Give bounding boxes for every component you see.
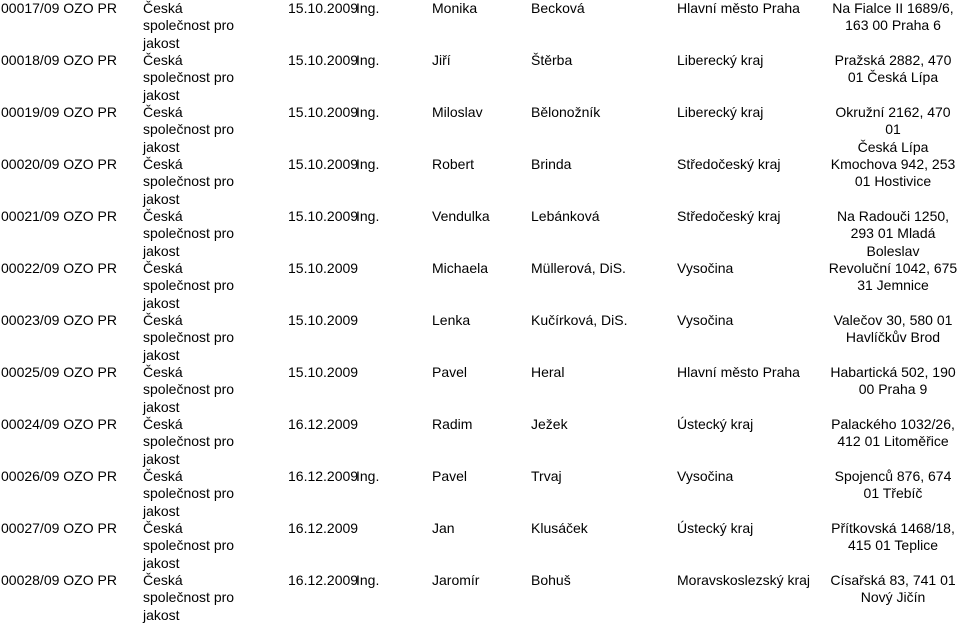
certificate-number-cell: 00020/09 OZO PR — [1, 156, 117, 172]
address-cell — [826, 312, 960, 347]
organization-cell — [143, 520, 234, 572]
certificate-number-cell: 00017/09 OZO PR — [1, 0, 117, 16]
region-cell: Hlavní město Praha — [677, 364, 800, 380]
region-cell: Moravskoslezský kraj — [677, 572, 811, 588]
organization-cell — [143, 572, 234, 624]
certificate-number-cell: 00026/09 OZO PR — [1, 468, 117, 484]
region-cell: Ústecký kraj — [677, 416, 754, 432]
address-line: Císařská 83, 741 01 — [830, 572, 956, 588]
organization-line: Česká — [143, 156, 183, 172]
issue-date-cell: 16.12.2009 — [288, 468, 359, 484]
address-cell — [826, 156, 960, 191]
organization-line: společnost pro — [143, 329, 235, 346]
issue-date-cell: 15.10.2009 — [288, 52, 359, 68]
organization-line: společnost pro — [143, 277, 235, 294]
table-row — [0, 156, 960, 208]
organization-cell — [143, 52, 234, 104]
region-cell: Ústecký kraj — [677, 520, 754, 536]
address-line: Revoluční 1042, 675 — [828, 260, 958, 276]
organization-line: jakost — [143, 242, 180, 259]
issue-date-cell: 15.10.2009 — [288, 312, 359, 328]
table-row — [0, 312, 960, 364]
organization-cell — [143, 312, 234, 364]
organization-line: Česká — [143, 416, 183, 432]
academic-title-cell: Ing. — [356, 468, 380, 484]
issue-date-cell: 16.12.2009 — [288, 416, 359, 432]
issue-date-cell: 15.10.2009 — [288, 156, 359, 172]
address-cell — [826, 520, 960, 555]
address-line: Česká Lípa — [857, 138, 929, 155]
organization-cell — [143, 416, 234, 468]
region-cell: Vysočina — [677, 312, 734, 328]
last-name-cell: Becková — [531, 0, 585, 16]
last-name-cell: Klusáček — [531, 520, 588, 536]
region-cell: Liberecký kraj — [677, 52, 764, 68]
first-name-cell: Michaela — [432, 260, 489, 276]
certificate-number-cell: 00025/09 OZO PR — [1, 364, 117, 380]
academic-title-cell: Ing. — [356, 572, 380, 588]
address-line: 01 Třebíč — [863, 485, 923, 502]
organization-line: Česká — [143, 572, 183, 588]
first-name-cell: Vendulka — [432, 208, 490, 224]
table-row — [0, 0, 960, 52]
address-line: 412 01 Litoměřice — [837, 433, 949, 450]
organization-cell — [143, 468, 234, 520]
organization-line: jakost — [143, 86, 180, 103]
certificate-number-cell: 00028/09 OZO PR — [1, 572, 117, 588]
organization-cell — [143, 104, 234, 156]
last-name-cell: Brinda — [531, 156, 572, 172]
address-cell — [826, 468, 960, 503]
organization-line: Česká — [143, 364, 183, 380]
organization-line: společnost pro — [143, 537, 235, 554]
organization-line: jakost — [143, 450, 180, 467]
organization-line: Česká — [143, 208, 183, 224]
organization-line: společnost pro — [143, 121, 235, 138]
table-row — [0, 364, 960, 416]
certificate-number-cell: 00027/09 OZO PR — [1, 520, 117, 536]
address-line: Boleslav — [866, 242, 920, 259]
address-line: 163 00 Praha 6 — [845, 17, 941, 34]
first-name-cell: Jiří — [432, 52, 451, 68]
organization-line: Česká — [143, 312, 183, 328]
organization-line: společnost pro — [143, 589, 235, 606]
organization-line: společnost pro — [143, 433, 235, 450]
address-line: Habartická 502, 190 — [830, 364, 956, 380]
address-line: 31 Jemnice — [857, 277, 929, 294]
academic-title-cell: Ing. — [356, 156, 380, 172]
address-cell — [826, 416, 960, 451]
first-name-cell: Pavel — [432, 364, 468, 380]
address-line: Na Radouči 1250, — [836, 208, 950, 224]
first-name-cell: Pavel — [432, 468, 468, 484]
organization-line: jakost — [143, 190, 180, 207]
table-row — [0, 468, 960, 520]
certificate-number-cell: 00021/09 OZO PR — [1, 208, 117, 224]
address-line: Na Fialce II 1689/6, — [832, 0, 954, 16]
table-row — [0, 208, 960, 260]
first-name-cell: Monika — [432, 0, 478, 16]
last-name-cell: Bělonožník — [531, 104, 601, 120]
region-cell: Vysočina — [677, 468, 734, 484]
organization-cell — [143, 0, 234, 52]
last-name-cell: Heral — [531, 364, 565, 380]
table-row — [0, 52, 960, 104]
organization-line: Česká — [143, 520, 183, 536]
organization-line: jakost — [143, 346, 180, 363]
table-row — [0, 520, 960, 572]
address-line: Palackého 1032/26, — [831, 416, 955, 432]
address-cell — [826, 572, 960, 607]
table-row — [0, 572, 960, 624]
address-line: 01 Česká Lípa — [847, 69, 939, 86]
table-row — [0, 416, 960, 468]
organization-line: společnost pro — [143, 381, 235, 398]
issue-date-cell: 15.10.2009 — [288, 104, 359, 120]
organization-line: Česká — [143, 52, 183, 68]
first-name-cell: Lenka — [432, 312, 471, 328]
certificate-number-cell: 00019/09 OZO PR — [1, 104, 117, 120]
address-line: 00 Praha 9 — [858, 381, 928, 398]
address-line: Kmochova 942, 253 — [830, 156, 956, 172]
issue-date-cell: 15.10.2009 — [288, 0, 359, 16]
region-cell: Vysočina — [677, 260, 734, 276]
address-line: 293 01 Mladá — [850, 225, 936, 242]
organization-line: jakost — [143, 294, 180, 311]
organization-line: společnost pro — [143, 17, 235, 34]
academic-title-cell: Ing. — [356, 0, 380, 16]
organization-cell — [143, 208, 234, 260]
first-name-cell: Jaromír — [432, 572, 480, 588]
address-line: Přítkovská 1468/18, — [831, 520, 955, 536]
address-line: Pražská 2882, 470 — [834, 52, 952, 68]
organization-line: jakost — [143, 502, 180, 519]
organization-line: Česká — [143, 0, 183, 16]
address-cell — [826, 0, 960, 35]
organization-line: Česká — [143, 104, 183, 120]
issue-date-cell: 15.10.2009 — [288, 364, 359, 380]
last-name-cell: Lebánková — [531, 208, 600, 224]
certificate-number-cell: 00022/09 OZO PR — [1, 260, 117, 276]
last-name-cell: Bohuš — [531, 572, 571, 588]
issue-date-cell: 15.10.2009 — [288, 260, 359, 276]
region-cell: Hlavní město Praha — [677, 0, 800, 16]
address-cell — [826, 208, 960, 260]
first-name-cell: Robert — [432, 156, 475, 172]
region-cell: Středočeský kraj — [677, 156, 781, 172]
address-cell — [826, 104, 960, 156]
region-cell: Středočeský kraj — [677, 208, 781, 224]
issue-date-cell: 16.12.2009 — [288, 572, 359, 588]
certificate-number-cell: 00023/09 OZO PR — [1, 312, 117, 328]
academic-title-cell: Ing. — [356, 208, 380, 224]
organization-line: společnost pro — [143, 173, 235, 190]
first-name-cell: Radim — [432, 416, 473, 432]
academic-title-cell: Ing. — [356, 52, 380, 68]
organization-line: jakost — [143, 606, 180, 623]
organization-line: společnost pro — [143, 69, 235, 86]
address-line: Valečov 30, 580 01 — [833, 312, 953, 328]
address-line: Nový Jičín — [860, 589, 926, 606]
address-line: Okružní 2162, 470 01 — [835, 104, 951, 138]
region-cell: Liberecký kraj — [677, 104, 764, 120]
certificate-number-cell: 00018/09 OZO PR — [1, 52, 117, 68]
address-cell — [826, 364, 960, 399]
organization-line: Česká — [143, 260, 183, 276]
organization-line: jakost — [143, 398, 180, 415]
table-row — [0, 260, 960, 312]
organization-cell — [143, 364, 234, 416]
address-line: Spojenců 876, 674 — [834, 468, 952, 484]
address-cell — [826, 52, 960, 87]
last-name-cell: Trvaj — [531, 468, 562, 484]
last-name-cell: Štěrba — [531, 52, 573, 68]
organization-line: Česká — [143, 468, 183, 484]
issue-date-cell: 15.10.2009 — [288, 208, 359, 224]
organization-line: jakost — [143, 138, 180, 155]
organization-line: jakost — [143, 554, 180, 571]
address-cell — [826, 260, 960, 295]
organization-line: společnost pro — [143, 225, 235, 242]
address-line: Havlíčkův Brod — [845, 329, 941, 346]
issue-date-cell: 16.12.2009 — [288, 520, 359, 536]
first-name-cell: Miloslav — [432, 104, 483, 120]
certificate-number-cell: 00024/09 OZO PR — [1, 416, 117, 432]
last-name-cell: Kučírková, DiS. — [531, 312, 628, 328]
organization-cell — [143, 260, 234, 312]
address-line: 415 01 Teplice — [847, 537, 939, 554]
organization-cell — [143, 156, 234, 208]
organization-line: společnost pro — [143, 485, 235, 502]
first-name-cell: Jan — [432, 520, 455, 536]
last-name-cell: Ježek — [531, 416, 568, 432]
academic-title-cell: Ing. — [356, 104, 380, 120]
address-line: 01 Hostivice — [854, 173, 932, 190]
organization-line: jakost — [143, 34, 180, 51]
last-name-cell: Müllerová, DiS. — [531, 260, 626, 276]
table-row — [0, 104, 960, 156]
